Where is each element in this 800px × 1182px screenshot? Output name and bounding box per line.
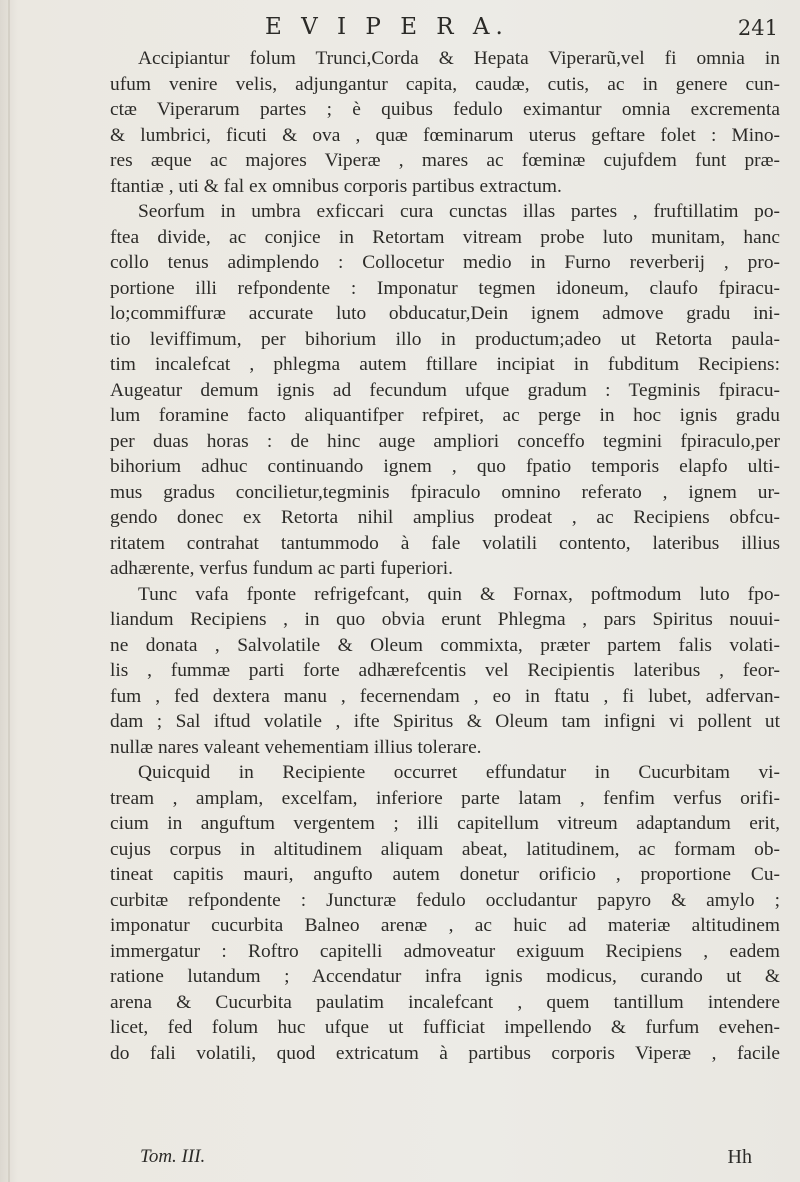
running-head: E V I P E R A. [265, 14, 509, 40]
text-line: Quicquid in Recipiente occurret effundatur in Cucurbitam vi- [138, 762, 780, 783]
text-line: adhærente, verfus fundum ac parti fuperiori. [110, 558, 453, 579]
text-line: ufum venire velis, adjungantur capita, caudæ, cutis, ac in genere cun- [110, 73, 780, 95]
text-line: bihorium adhuc continuando ignem , quo fpatio temporis elapfo ulti- [110, 456, 780, 477]
text-line: tream , amplam, excelfam, inferiore parte latam , fenfim verfus orifi- [110, 787, 780, 809]
text-line: licet, fed folum huc ufque ut fufficiat impellendo & furfum evehen- [110, 1017, 780, 1038]
page-number: 241 [737, 16, 778, 40]
text-line: nullæ nares valeant vehementiam illius tolerare. [110, 736, 482, 758]
text-line: lis , fummæ parti forte adhærefcentis vel Recipientis lateribus , feor- [110, 660, 780, 681]
text-line: arena & Cucurbita paulatim incalefcant , quem tantillum intendere [110, 991, 780, 1013]
text-line: curbitæ refpondente : Juncturæ fedulo occludantur papyro & amylo ; [110, 889, 780, 911]
text-line: per duas horas : de hinc auge ampliori conceffo tegmini fpiraculo,per [110, 430, 780, 452]
text-line: tineat capitis mauri, angufto autem donetur orificio , proportione Cu- [110, 864, 780, 885]
text-line: res æque ac majores Viperæ , mares ac fœminæ cujufdem funt præ- [110, 150, 780, 171]
text-line: cium in anguftum vergentem ; illi capitellum vitreum adaptandum erit, [110, 813, 780, 834]
text-line: collo tenus adimplendo : Collocetur medio in Furno reverberij , pro- [110, 252, 780, 273]
text-line: liandum Recipiens , in quo obvia erunt Phlegma , pars Spiritus nouui- [110, 609, 780, 630]
text-line: fum , fed dextera manu , fecernendam , eo in ftatu , fi lubet, adfervan- [110, 685, 780, 707]
volume-mark: Tom. III. [140, 1146, 206, 1167]
page-header [90, 10, 780, 50]
text-line: tim incalefcat , phlegma autem ftillare incipiat in fubditum Recipiens: [110, 354, 780, 375]
text-line: dam ; Sal iftud volatile , ifte Spiritus & Oleum tam infigni vi pollent ut [110, 711, 780, 732]
body-text [110, 46, 780, 1066]
text-line: ftea divide, ac conjice in Retortam vitream probe luto munitam, hanc [110, 226, 780, 248]
text-line: gendo donec ex Retorta nihil amplius prodeat , ac Recipiens obfcu- [110, 507, 780, 528]
text-line: tio leviffimum, per bihorium illo in productum;adeo ut Retorta paula- [110, 328, 780, 350]
text-line: imponatur cucurbita Balneo arenæ , ac huic ad materiæ altitudinem [110, 915, 780, 936]
page-footer [140, 1146, 780, 1174]
text-line: mus gradus concilietur,tegminis fpiraculo omnino referato , ignem ur- [110, 481, 780, 503]
text-line: portione illi refpondente : Imponatur tegmen idoneum, claufo fpiracu- [110, 277, 780, 299]
text-line: lo;commiffuræ accurate luto obducatur,Dein ignem admove gradu ini- [110, 303, 780, 324]
text-line: Seorfum in umbra exficcari cura cunctas illas partes , fruftillatim po- [138, 201, 780, 222]
text-line: Tunc vafa fponte refrigefcant, quin & Fornax, poftmodum luto fpo- [138, 583, 780, 605]
text-line: cujus corpus in altitudinem aliquam abeat, latitudinem, ac formam ob- [110, 838, 780, 860]
text-line: ritatem contrahat tantummodo à fale volatili contento, lateribus illius [110, 532, 780, 554]
signature-mark: Hh [727, 1146, 752, 1168]
text-line: immergatur : Roftro capitelli admoveatur exiguum Recipiens , eadem [110, 940, 780, 962]
text-line: lum foramine facto aliquantifper refpiret, ac perge in hoc ignis gradu [110, 405, 780, 426]
text-line: do fali volatili, quod extricatum à partibus corporis Viperæ , facile [110, 1042, 780, 1064]
text-line: Augeatur demum ignis ad fecundum ufque gradum : Tegminis fpiracu- [110, 379, 780, 401]
text-line: Accipiantur folum Trunci,Corda & Hepata Viperarũ,vel fi omnia in [138, 48, 780, 69]
text-line: ne donata , Salvolatile & Oleum commixta, præter partem falis volati- [110, 634, 780, 656]
text-line: ratione lutandum ; Accendatur infra ignis modicus, curando ut & [110, 966, 780, 987]
text-line: ftantiæ , uti & fal ex omnibus corporis partibus extractum. [110, 175, 562, 197]
page-edge-shadow [8, 0, 10, 1182]
text-line: ctæ Viperarum partes ; è quibus fedulo eximantur omnia excrementa [110, 99, 780, 120]
text-line: & lumbrici, ficuti & ova , quæ fœminarum uterus geftare folet : Mino- [110, 124, 780, 146]
